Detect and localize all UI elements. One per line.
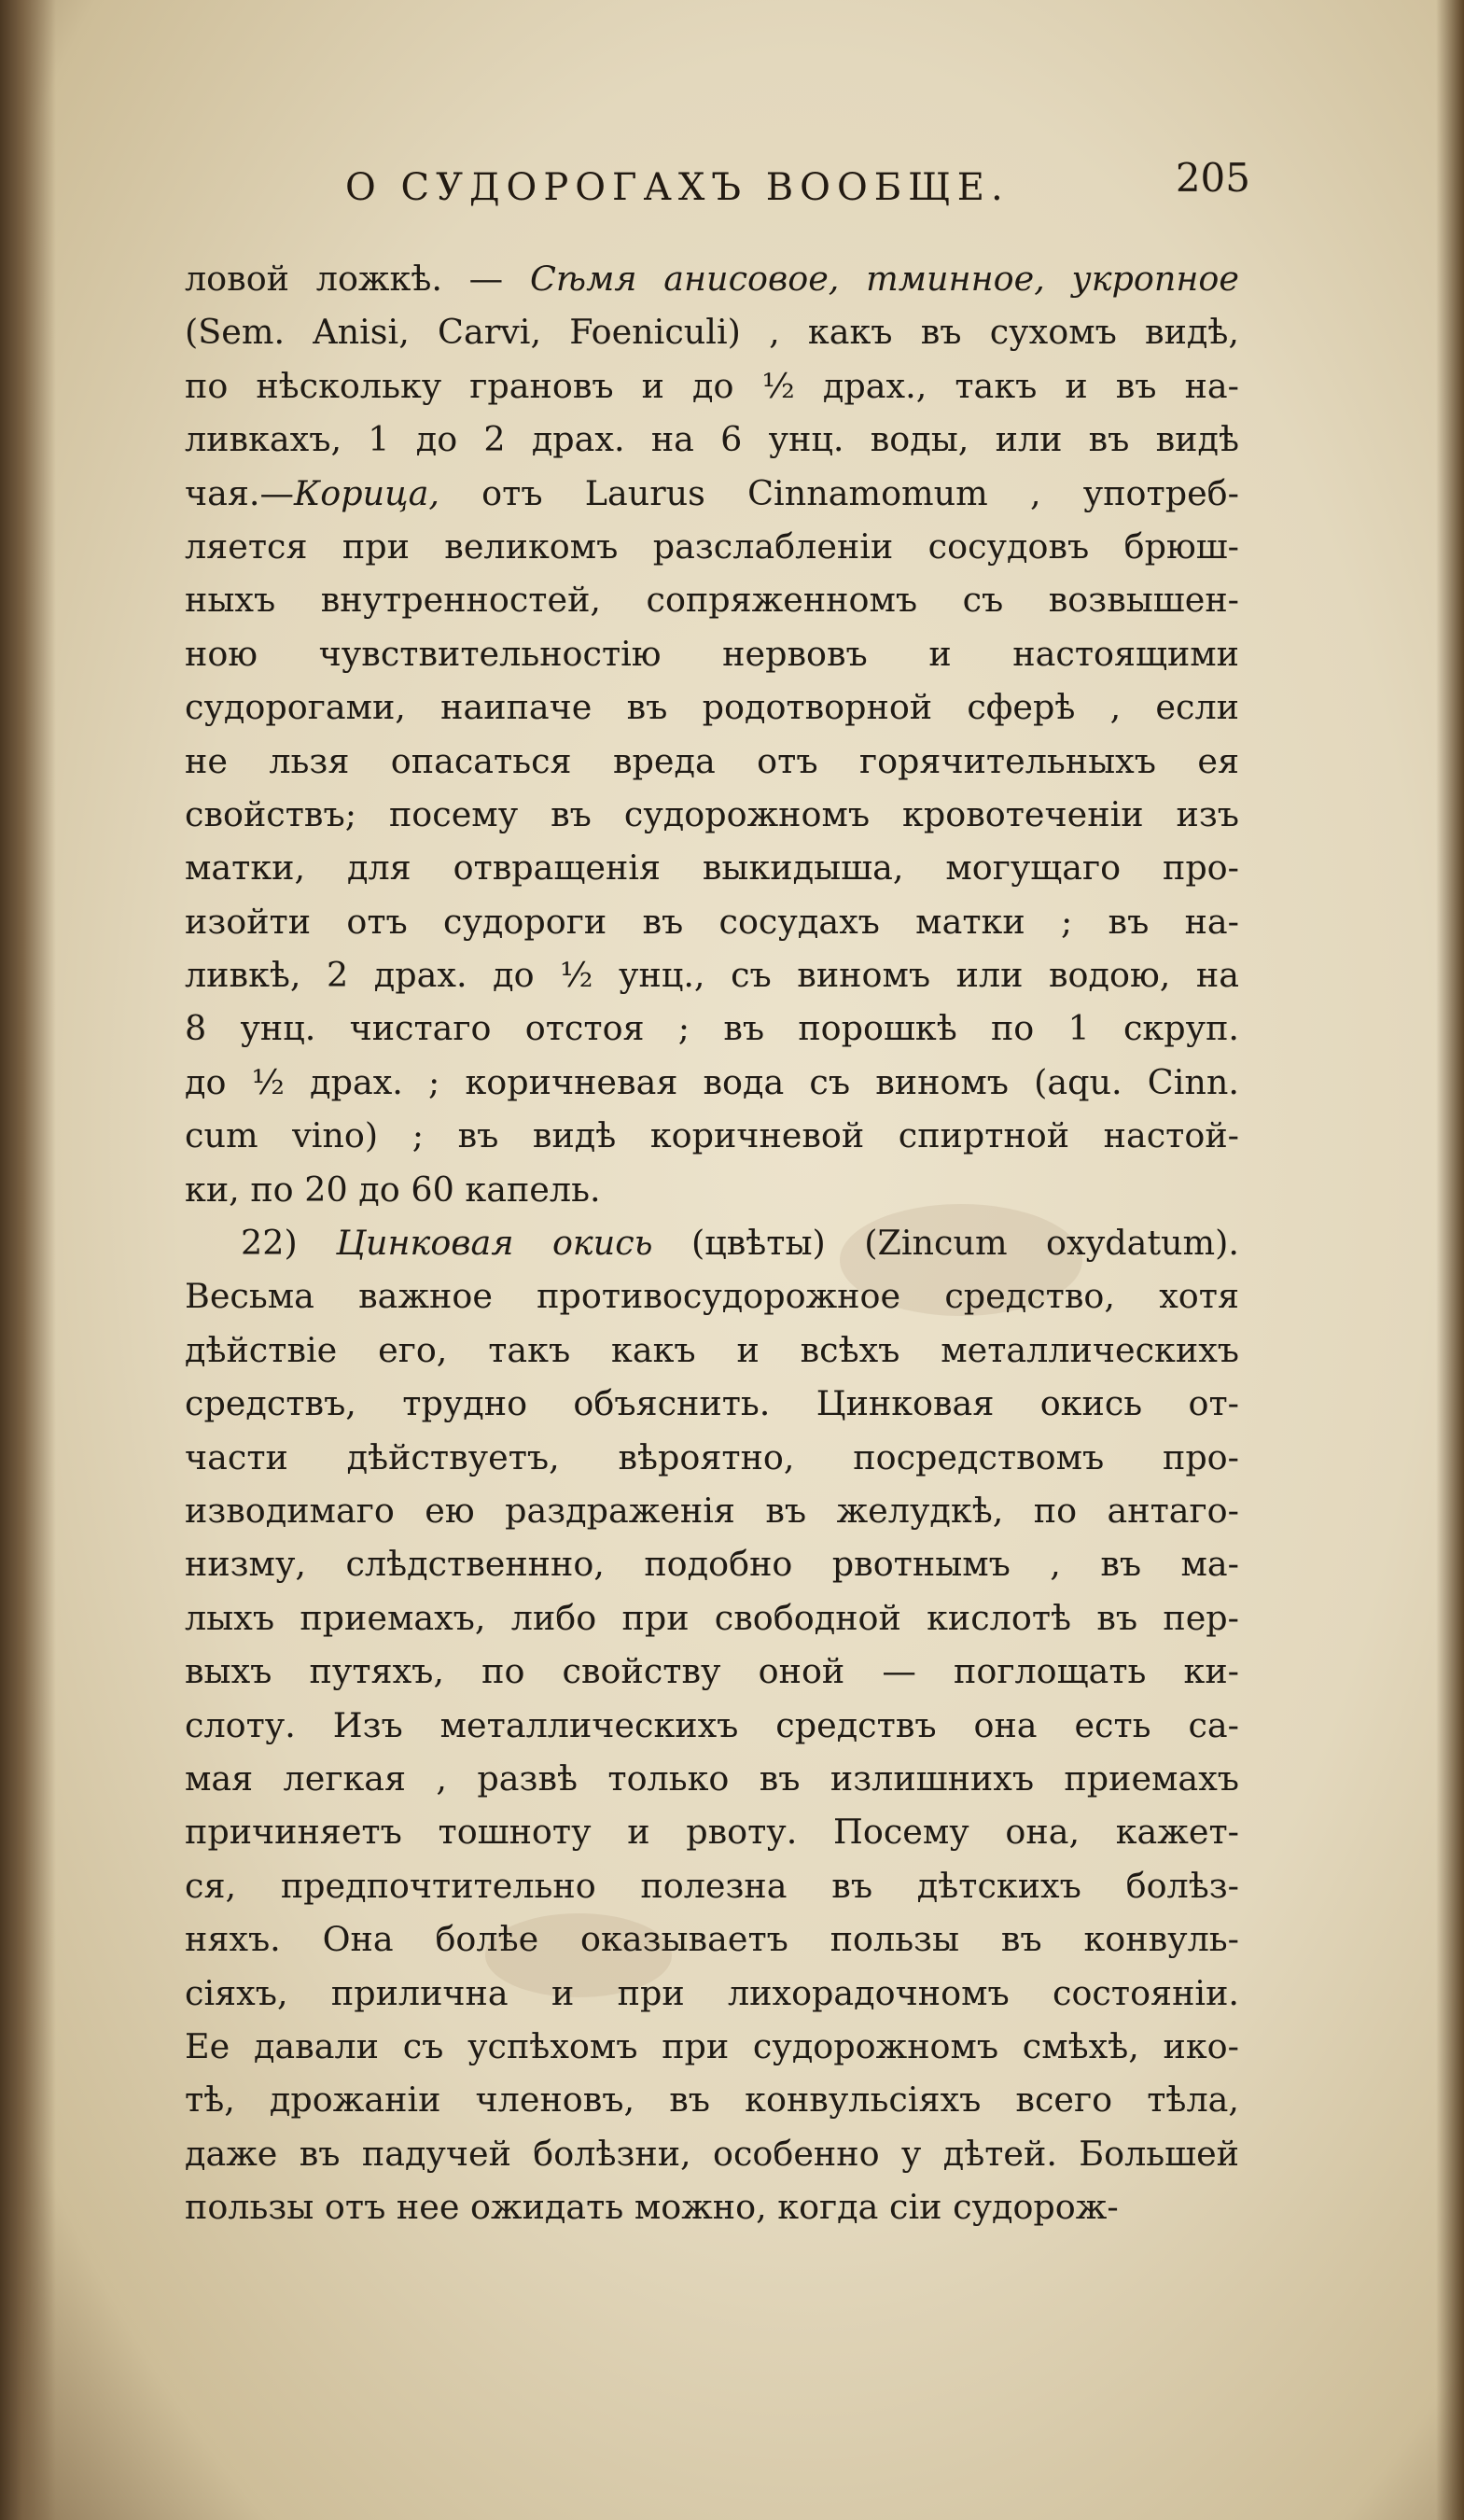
- text-line: [185, 1967, 1239, 2020]
- text-line: [185, 1537, 1239, 1590]
- text-run: 22): [241, 1223, 337, 1264]
- text-line: [185, 1323, 1239, 1377]
- text-run: средствъ, трудно объяснить. Цинковая окись от-: [185, 1383, 1239, 1424]
- text-line: [185, 1056, 1239, 1109]
- text-run: изводимаго ею раздраженія въ желудкѣ, по антаго-: [185, 1490, 1239, 1531]
- text-run: матки, для отвращенія выкидыша, могущаго про-: [185, 847, 1239, 889]
- text-run: чая.—: [185, 472, 295, 513]
- text-run: Весьма важное противосудорожное средство, хотя: [185, 1276, 1239, 1317]
- page-header: [336, 155, 1250, 231]
- text-run: ляется при великомъ разслабленіи сосудовъ брюш-: [185, 525, 1239, 567]
- text-run: ся, предпочтительно полезна въ дѣтскихъ болѣз-: [185, 1865, 1239, 1906]
- text-run: мая легкая , развѣ только въ излишнихъ приемахъ: [185, 1757, 1239, 1799]
- text-line: [185, 2127, 1239, 2180]
- text-line: [185, 2073, 1239, 2126]
- text-line: [185, 1269, 1239, 1323]
- text-line: [185, 1752, 1239, 1805]
- text-line: [185, 1859, 1239, 1912]
- text-line: [185, 735, 1239, 788]
- text-line: [185, 1484, 1239, 1537]
- text-line: [185, 1216, 1239, 1269]
- text-line: [185, 1645, 1239, 1698]
- text-run: по нѣскольку грановъ и до ½ драх., такъ и въ на-: [185, 365, 1239, 406]
- text-run: (цвѣты) (Zincum oxydatum).: [652, 1223, 1239, 1264]
- text-line: [185, 788, 1239, 841]
- text-line: [185, 1001, 1239, 1055]
- text-run: изойти отъ судороги въ сосудахъ матки ; въ на-: [185, 901, 1239, 942]
- text-run: ныхъ внутренностей, сопряженномъ съ возвышен-: [185, 580, 1239, 621]
- text-run: няхъ. Она болѣе оказываетъ пользы въ конвуль-: [185, 1919, 1239, 1960]
- text-run: Ее давали съ успѣхомъ при судорожномъ смѣхѣ, ико-: [185, 2025, 1239, 2066]
- text-run: 8 унц. чистаго отстоя ; въ порошкѣ по 1 скруп.: [185, 1008, 1239, 1049]
- text-line: [185, 1163, 1239, 1216]
- text-run: пользы отъ нее ожидать можно, когда сіи судорож-: [185, 2187, 1119, 2228]
- text-line: [185, 252, 1239, 305]
- text-line: [185, 1431, 1239, 1484]
- text-run: ною чувствительностію нервовъ и настоящими: [185, 633, 1239, 674]
- text-run: не льзя опасаться вреда отъ горячительныхъ ея: [185, 740, 1239, 781]
- text-run: отъ Laurus Cinnamomum , употреб-: [439, 472, 1239, 513]
- text-line: [185, 467, 1239, 520]
- text-run: ливкѣ, 2 драх. до ½ унц., съ виномъ или водою, на: [185, 955, 1239, 996]
- text-run: ки, по 20 до 60 капель.: [185, 1169, 601, 1210]
- page-number: 205: [1175, 155, 1250, 201]
- text-line: [185, 1591, 1239, 1645]
- text-run: дѣйствіе его, такъ какъ и всѣхъ металлическихъ: [185, 1329, 1239, 1370]
- italic-term: Корица,: [294, 472, 439, 513]
- text-line: [185, 895, 1239, 948]
- text-run: судорогами, наипаче въ родотворной сферѣ , если: [185, 687, 1239, 728]
- italic-term: Цинковая окись: [336, 1223, 653, 1264]
- text-line: [185, 413, 1239, 466]
- text-run: части дѣйствуетъ, вѣроятно, посредствомъ про-: [185, 1436, 1239, 1477]
- text-line: [185, 359, 1239, 413]
- text-run: ливкахъ, 1 до 2 драх. на 6 унц. воды, или въ видѣ: [185, 419, 1239, 460]
- text-run: даже въ падучей болѣзни, особенно у дѣтей. Большей: [185, 2133, 1239, 2174]
- text-run: до ½ драх. ; коричневая вода съ виномъ (aqu. Cinn.: [185, 1061, 1239, 1102]
- body-text: [185, 252, 1239, 2233]
- italic-term: Сѣмя анисовое, тминное, укропное: [529, 259, 1239, 299]
- text-run: (Sem. Anisi, Carvi, Foeniculi) , какъ въ сухомъ видѣ,: [185, 312, 1239, 353]
- text-line: [185, 680, 1239, 734]
- text-run: тѣ, дрожаніи членовъ, въ конвульсіяхъ всего тѣла,: [185, 2079, 1239, 2121]
- text-run: слоту. Изъ металлическихъ средствъ она есть са-: [185, 1704, 1239, 1745]
- text-line: [185, 573, 1239, 626]
- text-line: [185, 1109, 1239, 1162]
- text-line: [185, 2020, 1239, 2073]
- text-line: [185, 2180, 1239, 2233]
- text-line: [185, 948, 1239, 1001]
- text-run: причиняетъ тошноту и рвоту. Посему она, кажет-: [185, 1812, 1239, 1853]
- text-run: cum vino) ; въ видѣ коричневой спиртной настой-: [185, 1115, 1239, 1156]
- text-run: низму, слѣдственнно, подобно рвотнымъ , въ ма-: [185, 1544, 1239, 1585]
- running-head: О СУДОРОГАХЪ ВООБЩЕ.: [345, 166, 1010, 209]
- text-line: [185, 1377, 1239, 1430]
- text-line: [185, 1912, 1239, 1966]
- text-run: сіяхъ, прилична и при лихорадочномъ состояніи.: [185, 1972, 1239, 2013]
- text-line: [185, 520, 1239, 573]
- text-line: [185, 305, 1239, 358]
- text-run: ловой ложкѣ. —: [185, 259, 530, 299]
- text-run: свойствъ; посему въ судорожномъ кровотеченіи изъ: [185, 793, 1239, 834]
- text-line: [185, 1699, 1239, 1752]
- text-line: [185, 627, 1239, 680]
- text-run: лыхъ приемахъ, либо при свободной кислотѣ въ пер-: [185, 1597, 1239, 1638]
- text-line: [185, 1805, 1239, 1858]
- text-line: [185, 841, 1239, 894]
- text-run: выхъ путяхъ, по свойству оной — поглощать ки-: [185, 1651, 1239, 1692]
